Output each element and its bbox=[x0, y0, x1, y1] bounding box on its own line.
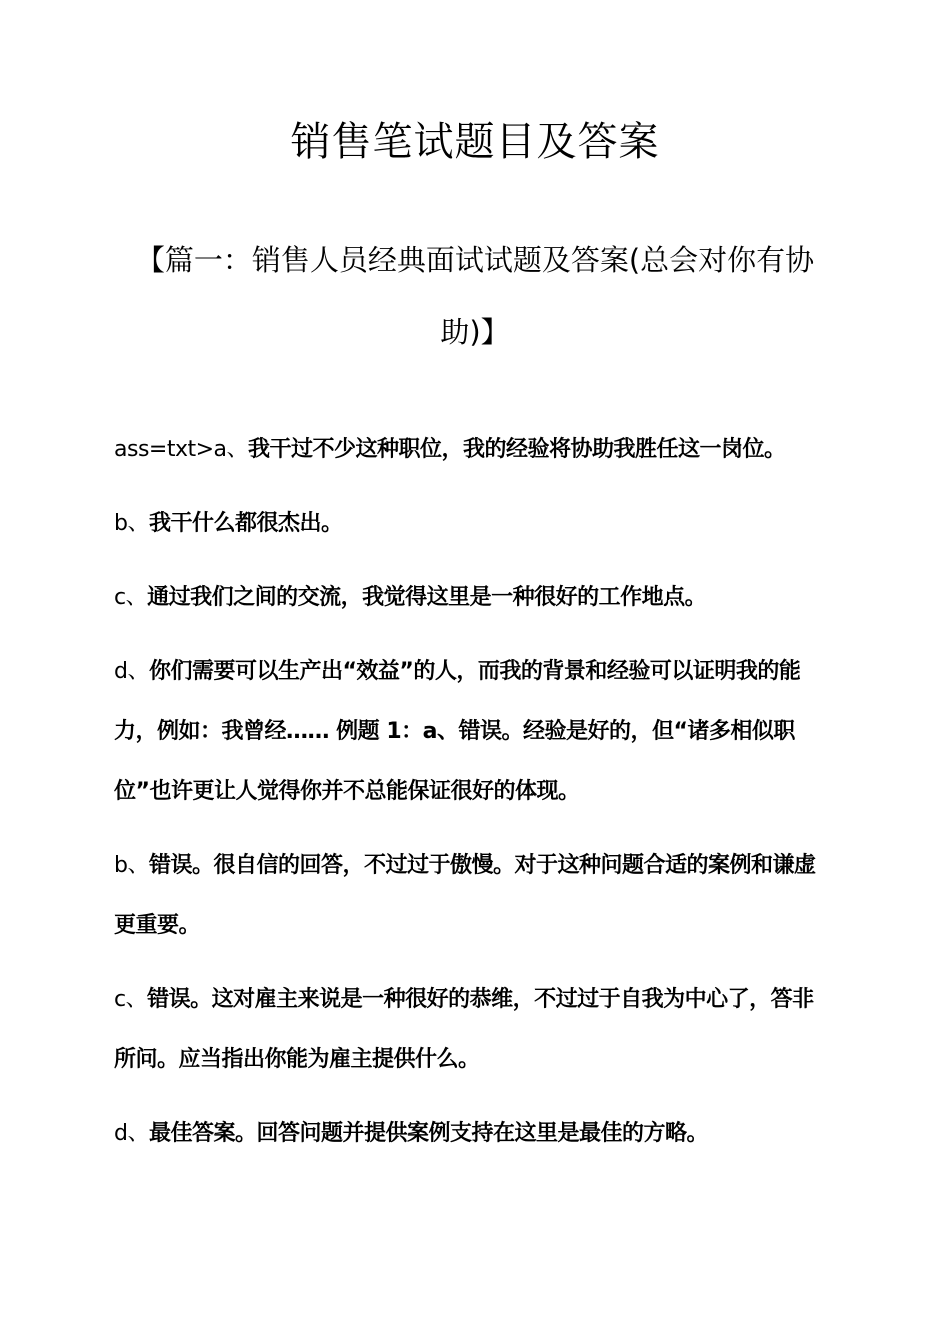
paragraph-text: 最佳答案。回答问题并提供案例支持在这里是最佳的方略。 bbox=[148, 1121, 708, 1146]
answer-paragraph bbox=[114, 568, 834, 628]
paragraph-lead: ass=txt>a、 bbox=[114, 437, 249, 462]
paragraph-text: 通过我们之间的交流，我觉得这里是一种很好的工作地点。 bbox=[147, 585, 707, 610]
answer-paragraph bbox=[114, 420, 834, 480]
answer-paragraph bbox=[114, 836, 834, 956]
paragraph-text: 我干过不少这种职位，我的经验将协助我胜任这一岗位。 bbox=[248, 437, 786, 462]
paragraph-lead: c、 bbox=[114, 585, 148, 610]
paragraph-text: 错误。很自信的回答，不过过于傲慢。对于这种问题合适的案例和谦虚更重要。 bbox=[114, 853, 816, 938]
paragraph-lead: b、 bbox=[114, 853, 149, 878]
answer-paragraph bbox=[114, 642, 834, 822]
paragraph-text: 你们需要可以生产出“效益”的人，而我的背景和经验可以证明我的能力，例如：我曾经…… 例题 1：a、错误。经验是好的，但“诸多相似职位”也许更让人觉得你并不总能保证很好的体现。 bbox=[114, 659, 801, 804]
answer-paragraph bbox=[114, 970, 834, 1090]
paragraph-text: 错误。这对雇主来说是一种很好的恭维，不过过于自我为中心了，答非所问。应当指出你能为雇主提供什么。 bbox=[114, 987, 814, 1072]
document-body bbox=[114, 420, 834, 1178]
answer-paragraph bbox=[114, 494, 834, 554]
paragraph-lead: b、 bbox=[114, 511, 149, 536]
paragraph-lead: c、 bbox=[114, 987, 148, 1012]
document-title: 销售笔试题目及答案 bbox=[290, 119, 660, 165]
paragraph-lead: d、 bbox=[114, 659, 149, 684]
paragraph-lead: d、 bbox=[114, 1121, 149, 1146]
answer-paragraph bbox=[114, 1104, 834, 1164]
paragraph-text: 我干什么都很杰出。 bbox=[148, 511, 343, 536]
document-subtitle: 【篇一：销售人员经典面试试题及答案(总会对你有协助)】 bbox=[135, 243, 815, 349]
